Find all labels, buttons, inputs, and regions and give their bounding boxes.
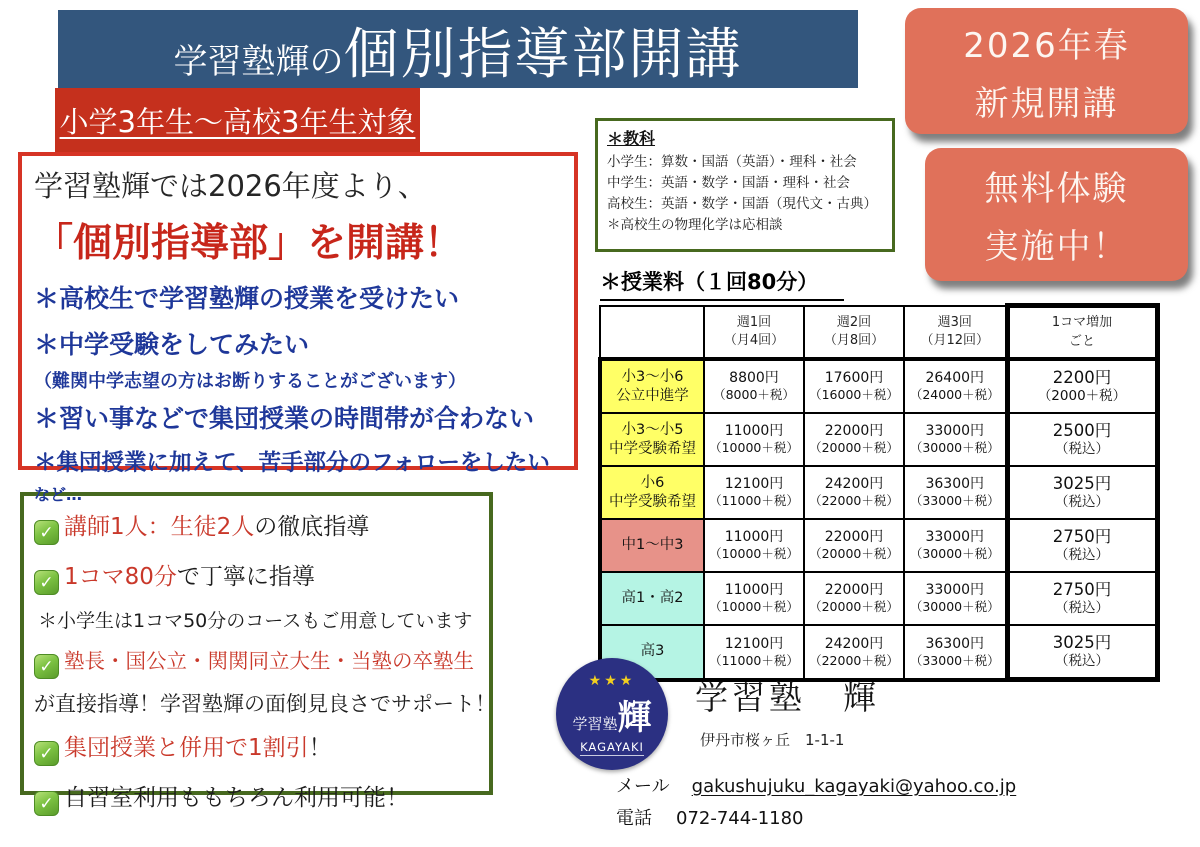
fees-header-row [600,306,1157,360]
announcement-intro: 学習塾輝では2026年度より、 [34,169,427,203]
fees-row [600,519,1157,572]
fee-cell: 12100円 （11000＋税） [704,625,804,680]
fees-row [600,359,1157,413]
fee-cell: 26400円 （24000＋税） [904,359,1007,413]
fee-row-label: 高3 [600,625,704,680]
check-icon: ✓ [34,654,59,679]
badge-line: 無料体験 [984,169,1129,209]
fee-header-empty [600,306,704,360]
subjects-heading: ＊教科 [607,129,656,148]
announcement-bullet: ＊中学受験をしてみたい [34,330,310,359]
fees-row [600,572,1157,625]
feature-continuation: が直接指導！学習塾輝の面倒見良さでサポート！ [34,692,496,716]
announcement-box [18,152,578,504]
fee-cell: 33000円 （30000＋税） [904,572,1007,625]
title-banner [58,10,858,88]
fee-cell: 2500円 （税込） [1007,413,1157,466]
feature-line [34,644,479,679]
subjects-line: 小学生：算数・国語（英語）・理科・社会 [607,154,857,170]
fee-cell: 24200円 （22000＋税） [804,625,904,680]
logo-name: 学習塾 輝 [572,697,652,738]
fee-header: 週3回 （月12回） [904,306,1007,360]
fee-cell: 11000円 （10000＋税） [704,413,804,466]
fee-cell: 11000円 （10000＋税） [704,519,804,572]
feature-line [34,779,479,816]
feature-text-highlight: 塾長・国公立・関関同立大生・当塾の卒塾生 [64,649,474,673]
subjects-line: 高校生：英語・数学・国語（現代文・古典） [607,195,877,212]
email-address: gakushujuku_kagayaki@yahoo.co.jp [691,776,1017,797]
fees-table [598,303,1160,682]
announcement-bullet: ＊習い事などで集団授業の時間帯が合わない [34,404,535,433]
subjects-line: 中学生：英語・数学・国語・理科・社会 [607,174,850,191]
feature-text: の徹底指導 [254,514,370,540]
badge-line: 2026年春 [963,25,1130,66]
fee-header: 週2回 （月8回） [804,306,904,360]
fee-cell: 22000円 （20000＋税） [804,413,904,466]
fee-cell: 17600円 （16000＋税） [804,359,904,413]
fee-row-label: 中1～中3 [600,519,704,572]
phone-number: 072-744-1180 [676,808,804,829]
announcement-bullet-note: （難関中学志望の方はお断りすることがございます） [34,371,466,392]
logo-romaji: KAGAYAKI [580,739,644,754]
fees-row [600,466,1157,519]
fees-heading: ＊授業料（１回80分） [600,266,844,301]
target-audience-label: 小学3年生～高校3年生対象 [59,104,416,139]
badge-line: 実施中！ [984,227,1129,267]
feature-note: ＊小学生は1コマ50分のコースもご用意しています [38,610,473,632]
fee-header: 1コマ増加 ごと [1007,306,1157,360]
feature-text-highlight: 集団授業と併用で1割引 [64,735,309,761]
feature-line [34,729,479,766]
fee-cell: 36300円 （33000＋税） [904,625,1007,680]
features-box [20,492,496,814]
fee-cell: 8800円 （8000＋税） [704,359,804,413]
badge-free-trial [925,148,1188,281]
fee-cell: 22000円 （20000＋税） [804,519,904,572]
school-name-prefix: 学習塾輝の [173,42,344,82]
target-audience-strip [55,88,420,152]
fee-cell: 2750円 （税込） [1007,572,1157,625]
fee-cell: 2200円 （2000＋税） [1007,359,1157,413]
check-icon: ✓ [34,791,59,816]
fee-row-label: 小6 中学受験希望 [600,466,704,519]
fee-cell: 33000円 （30000＋税） [904,413,1007,466]
check-icon: ✓ [34,741,59,766]
fee-cell: 12100円 （11000＋税） [704,466,804,519]
logo-stars-icon: ★★★ [588,672,636,689]
badge-line: 新規開講 [974,83,1119,124]
fee-row-label: 高1・高2 [600,572,704,625]
fee-cell: 33000円 （30000＋税） [904,519,1007,572]
fee-row-label: 小3～小5 中学受験希望 [600,413,704,466]
badge-new-opening [905,8,1188,134]
announcement-headline: 「個別指導部」を開講！ [34,221,464,266]
announcement-bullet: ＊高校生で学習塾輝の授業を受けたい [34,284,460,313]
feature-text-highlight: 1コマ80分 [64,564,177,590]
phone-row [616,804,804,830]
feature-text: ！ [308,735,332,761]
subjects-box [595,118,895,252]
check-icon: ✓ [34,570,59,595]
fee-cell: 2750円 （税込） [1007,519,1157,572]
fee-header: 週1回 （月4回） [704,306,804,360]
feature-text: で丁寧に指導 [176,564,315,590]
fee-cell: 3025円 （税込） [1007,625,1157,680]
school-address: 伊丹市桜ヶ丘 1-1-1 [700,731,845,749]
feature-line [34,508,479,545]
subjects-line: ＊高校生の物理化学は応相談 [607,216,783,233]
announcement-etc: など… [34,485,83,504]
mail-label: メール [616,776,670,797]
feature-text-highlight: 講師1人：生徒2人 [64,514,255,540]
announcement-bullet: ＊集団授業に加えて、苦手部分のフォローをしたい [34,450,550,476]
fee-cell: 22000円 （20000＋税） [804,572,904,625]
feature-line [34,558,479,595]
mail-row [616,772,1016,798]
fee-cell: 11000円 （10000＋税） [704,572,804,625]
fee-cell: 36300円 （33000＋税） [904,466,1007,519]
school-name: 学習塾 輝 [695,678,880,717]
fee-cell: 24200円 （22000＋税） [804,466,904,519]
fee-row-label: 小3～小6 公立中進学 [600,359,704,413]
feature-text: 自習室利用ももちろん利用可能！ [64,785,409,811]
fee-cell: 3025円 （税込） [1007,466,1157,519]
fees-row [600,413,1157,466]
school-logo [556,658,668,770]
phone-label: 電話 [616,808,652,829]
check-icon: ✓ [34,520,59,545]
page-title: 個別指導部開講 [343,22,743,86]
